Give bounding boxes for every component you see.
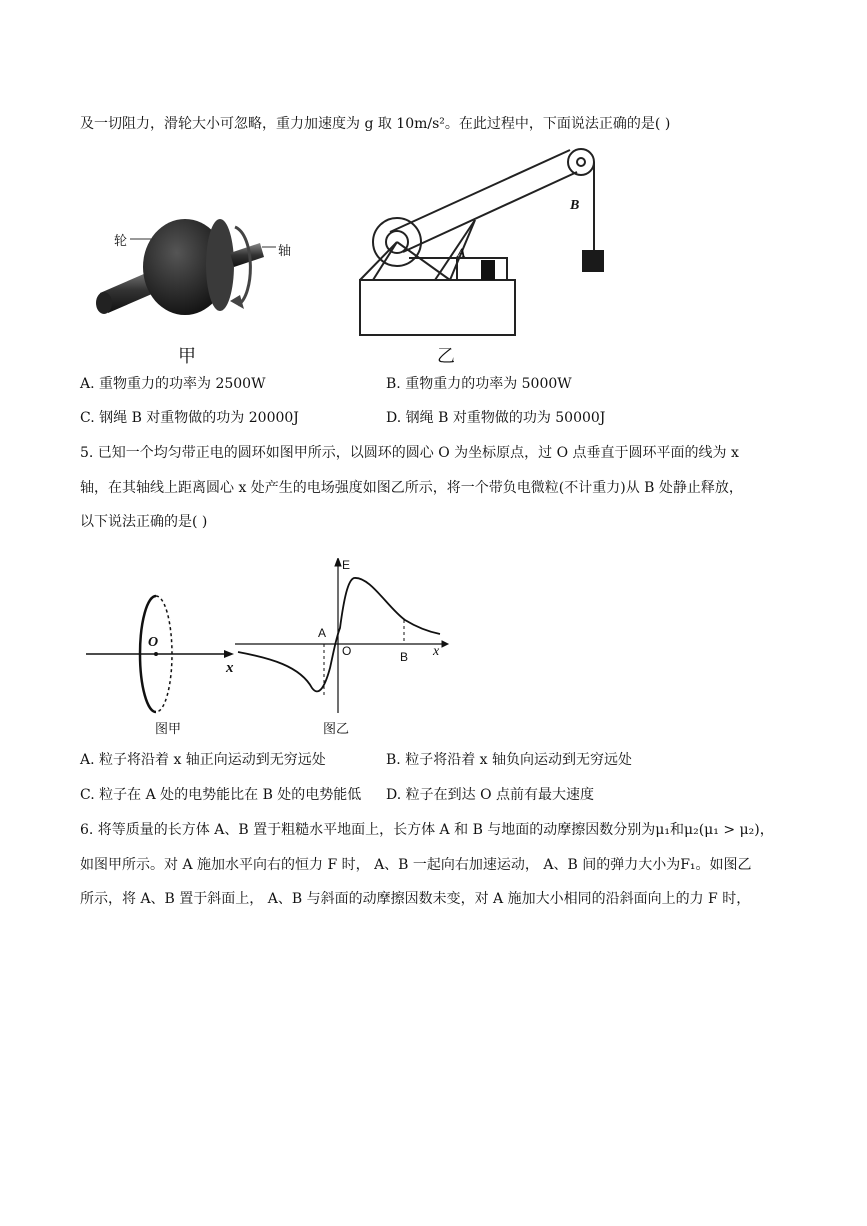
- wheel-axle-figure: [80, 205, 305, 340]
- q6-line-3: 所示，将 A、B 置于斜面上， A、B 与斜面的动摩擦因数未变，对 A 施加大小相同的沿斜面向上的力 F 时，: [80, 891, 751, 907]
- graph-label-o: O: [342, 644, 352, 658]
- q5-line-3: 以下说法正确的是( ): [80, 514, 208, 530]
- graph-label-x: x: [433, 644, 440, 659]
- graph-label-e: E: [342, 558, 351, 572]
- ring-label-o: O: [148, 635, 159, 650]
- q5-line-2: 轴，在其轴线上距离圆心 x 处产生的电场强度如图乙所示，将一个带负电微粒(不计重力)从 B 处静止释放，: [80, 480, 743, 496]
- q4-option-d: D. 钢绳 B 对重物做的功为 50000J: [386, 410, 606, 426]
- q4-option-a: A. 重物重力的功率为 2500W: [80, 376, 266, 392]
- fig-caption-jia: 甲: [178, 346, 196, 367]
- label-B: B: [570, 198, 580, 213]
- q5-option-a: A. 粒子将沿着 x 轴正向运动到无穷远处: [80, 752, 326, 768]
- q5-option-d: D. 粒子在到达 O 点前有最大速度: [386, 787, 595, 803]
- q4-option-c: C. 钢绳 B 对重物做的功为 20000J: [80, 410, 299, 426]
- label-axle: 轴: [278, 244, 292, 259]
- q4-option-b: B. 重物重力的功率为 5000W: [386, 376, 572, 392]
- graph-label-a: A: [318, 626, 327, 640]
- ring-label-x: x: [226, 660, 234, 676]
- q5-option-c: C. 粒子在 A 处的电势能比在 B 处的电势能低: [80, 787, 362, 803]
- ring-figure: [84, 580, 244, 720]
- q5-option-b: B. 粒子将沿着 x 轴负向运动到无穷远处: [386, 752, 632, 768]
- q4-intro: 及一切阻力，滑轮大小可忽略，重力加速度为 g 取 10m/s²。在此过程中，下面说法正确的是( ): [80, 116, 671, 132]
- q6-line-1: 6. 将等质量的长方体 A、B 置于粗糙水平地面上，长方体 A 和 B 与地面的动摩擦因数分别为μ₁和μ₂(μ₁ > μ₂)，: [80, 822, 774, 838]
- graph-label-b: B: [400, 650, 409, 664]
- label-wheel: 轮: [114, 234, 128, 249]
- fig-caption-yi: 乙: [437, 346, 455, 367]
- q5-line-1: 5. 已知一个均匀带正电的圆环如图甲所示，以圆环的圆心 O 为坐标原点，过 O 点垂直于圆环平面的线为 x: [80, 445, 739, 461]
- e-field-graph: [230, 558, 450, 718]
- q6-line-2: 如图甲所示。对 A 施加水平向右的恒力 F 时， A、B 一起向右加速运动， A、B 间的弹力大小为F₁。如图乙: [80, 857, 752, 873]
- fig-caption-tuyi: 图乙: [323, 722, 350, 737]
- label-A: A: [457, 245, 466, 260]
- crane-figure: [355, 140, 625, 340]
- fig-caption-tujia: 图甲: [155, 722, 182, 737]
